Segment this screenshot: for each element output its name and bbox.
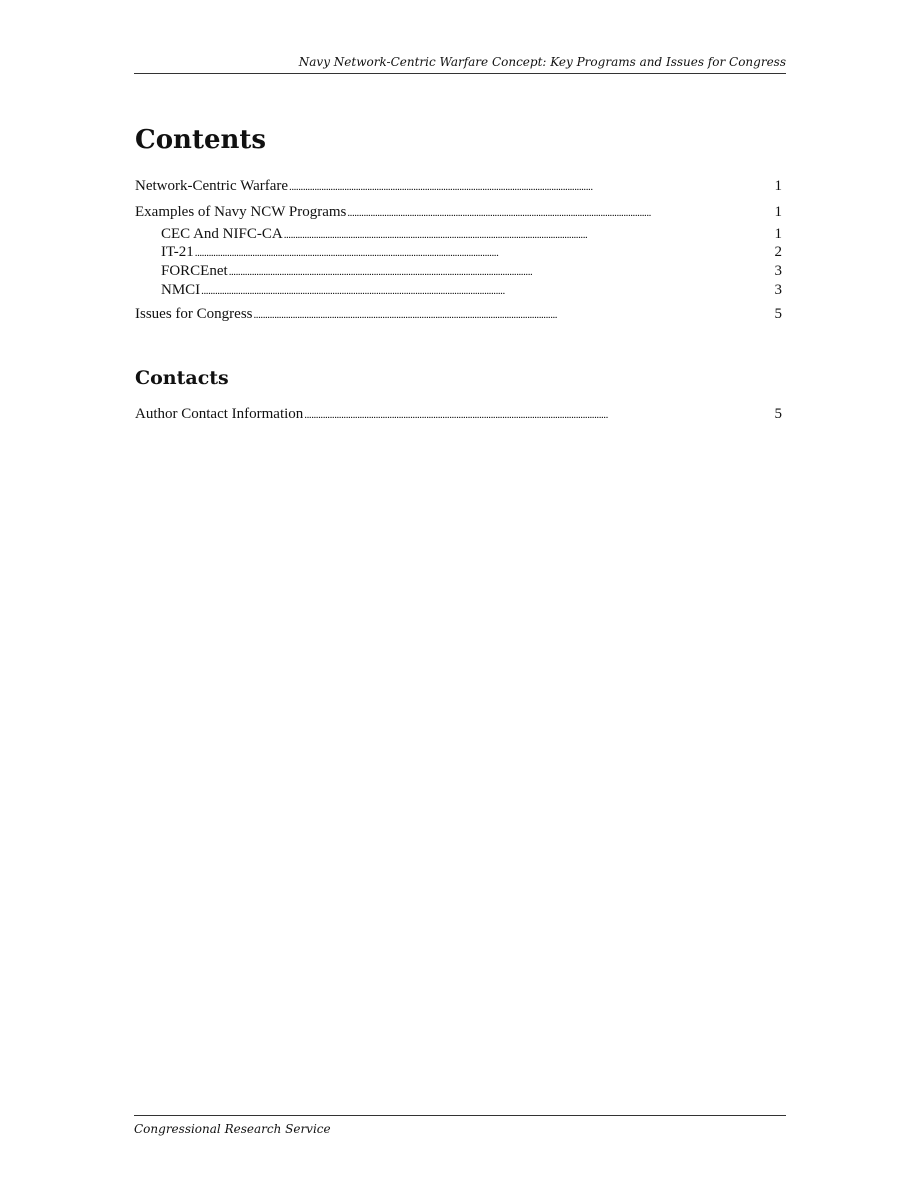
dot-leader xyxy=(347,202,773,223)
dot-leader xyxy=(229,261,774,282)
toc-entry-title: Issues for Congress xyxy=(135,306,253,322)
footer-text: Congressional Research Service xyxy=(134,1122,331,1136)
toc-entry-page: 2 xyxy=(774,244,782,260)
dot-leader xyxy=(289,176,773,197)
toc-entry-author-contact-information[interactable] xyxy=(135,404,782,424)
toc-entry-network-centric-warfare[interactable] xyxy=(135,176,782,196)
toc-entry-title: Network-Centric Warfare xyxy=(135,178,289,194)
contacts-list xyxy=(135,404,782,426)
toc-entry-it-21[interactable] xyxy=(135,242,782,262)
toc-entry-title: Examples of Navy NCW Programs xyxy=(135,204,347,220)
toc-entry-page: 5 xyxy=(774,406,782,422)
toc-entry-title: CEC And NIFC-CA xyxy=(161,226,283,242)
dot-leader xyxy=(201,280,773,301)
toc-entry-issues-for-congress[interactable] xyxy=(135,304,782,324)
contacts-heading: Contacts xyxy=(135,367,229,389)
dot-leader xyxy=(254,304,774,325)
toc-entry-page: 1 xyxy=(774,226,782,242)
toc-entry-forcenet[interactable] xyxy=(135,261,782,281)
toc-entry-title: FORCEnet xyxy=(161,263,228,279)
page-footer xyxy=(134,1115,786,1137)
running-header-title: Navy Network-Centric Warfare Concept: Key Programs and Issues for Congress xyxy=(298,55,786,69)
dot-leader xyxy=(195,242,774,263)
toc-entry-cec-and-nifc-ca[interactable] xyxy=(135,224,782,244)
toc-entry-page: 1 xyxy=(774,178,782,194)
toc-entry-nmci[interactable] xyxy=(135,280,782,300)
toc-entry-page: 3 xyxy=(774,282,782,298)
dot-leader xyxy=(304,404,773,425)
toc-entry-title: Author Contact Information xyxy=(135,406,304,422)
toc-entry-page: 5 xyxy=(774,306,782,322)
toc-entry-page: 1 xyxy=(774,204,782,220)
toc-entry-title: NMCI xyxy=(161,282,201,298)
toc-entry-title: IT-21 xyxy=(161,244,194,260)
contents-list xyxy=(135,176,782,326)
toc-entry-page: 3 xyxy=(774,263,782,279)
contents-heading: Contents xyxy=(135,125,267,155)
toc-entry-examples-of-navy-ncw-programs[interactable] xyxy=(135,202,782,222)
running-header xyxy=(134,55,786,74)
